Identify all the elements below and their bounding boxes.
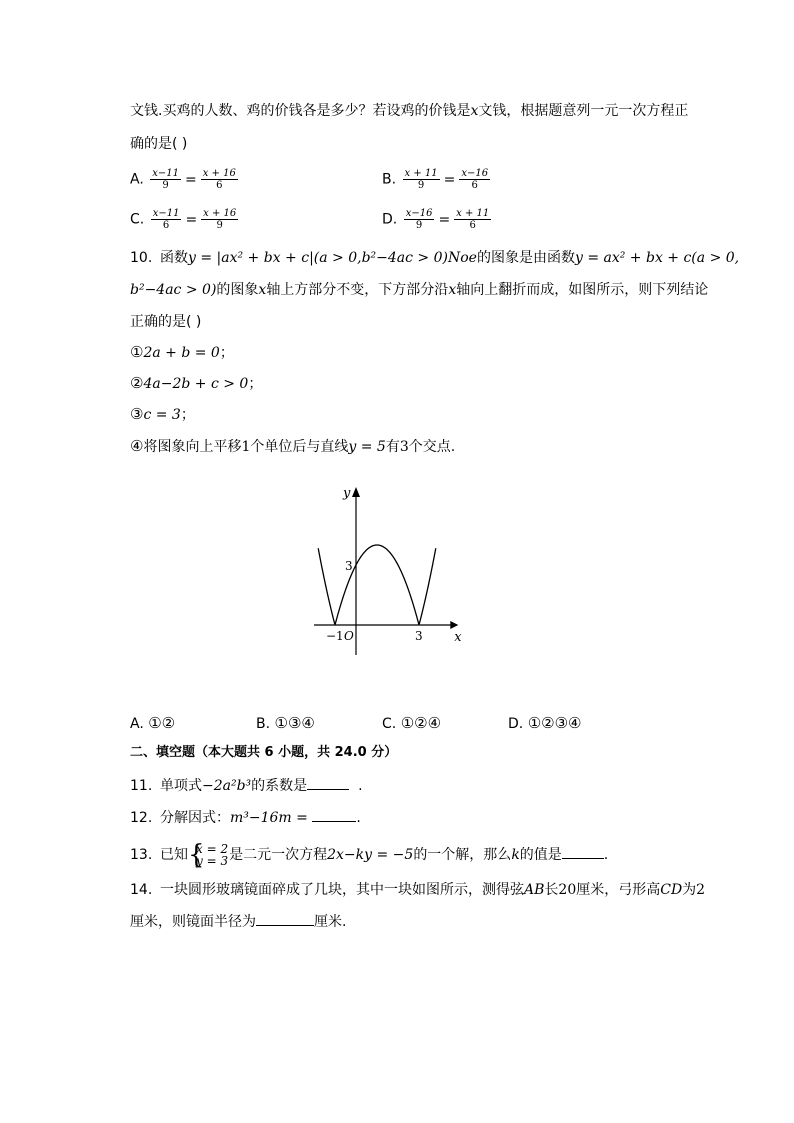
answer-blank[interactable]: [562, 844, 604, 859]
statement-text: 将图象向上平移: [143, 439, 242, 455]
q10-var: x: [258, 282, 267, 298]
q13: [130, 840, 609, 870]
numerator: x−11: [152, 168, 179, 179]
q14-line1: [130, 880, 705, 900]
q14-text: 厘米，弓形高: [576, 882, 661, 898]
question-number: 14.: [130, 882, 153, 898]
option-label: A.: [130, 716, 144, 732]
statement-num: 3: [399, 439, 409, 455]
denominator: 6: [471, 180, 478, 191]
q9-option-c[interactable]: [130, 208, 240, 231]
statement-tail: ；: [180, 407, 195, 423]
x-axis-label: x: [454, 630, 462, 645]
origin-label: O: [344, 629, 354, 643]
q11-text: 单项式: [160, 778, 202, 794]
question-number: 11.: [130, 778, 153, 794]
option-value: ①③④: [274, 714, 315, 732]
y-intercept-label: 3: [345, 559, 353, 573]
q10-statement-2: [130, 373, 262, 394]
brace: {: [188, 840, 205, 870]
q14-text: 为: [682, 882, 697, 898]
q10-option-a[interactable]: [130, 713, 175, 734]
q9-text-b: 文钱，根据题意列一元一次方程正: [478, 103, 689, 119]
q13-text: 的一个解，那么: [413, 847, 512, 863]
q11-end: .: [358, 778, 363, 794]
equals: =: [184, 171, 197, 188]
q10-line2: [130, 280, 708, 300]
option-label: D.: [508, 716, 524, 732]
statement-tail: 个交点.: [408, 439, 456, 455]
q10-option-b[interactable]: [256, 713, 315, 734]
statement-expr: y = 5: [348, 439, 386, 455]
y-axis-arrow: [352, 487, 360, 497]
q10-statement-3: [130, 404, 195, 425]
q10-option-c[interactable]: [382, 713, 441, 734]
q10-text: 的图象: [216, 282, 259, 298]
q9-option-a[interactable]: [130, 168, 240, 191]
q14-var: AB: [524, 882, 545, 898]
q14-line2: [130, 911, 346, 932]
denominator: 9: [415, 220, 423, 231]
equals: =: [438, 211, 451, 228]
q10-text: 轴上方部分不变，下方部分沿: [266, 282, 449, 298]
q10-statement-1: [130, 342, 234, 363]
q10-statement-4: [130, 436, 455, 457]
statement-expr: c = 3: [143, 407, 181, 423]
abs-parabola-curve: [318, 545, 436, 624]
option-label: A.: [130, 171, 144, 188]
q11-expr: −2a²b³: [202, 778, 252, 794]
circled-number: ③: [130, 405, 144, 423]
answer-blank[interactable]: [312, 807, 356, 822]
q14-text: 长: [544, 882, 559, 898]
option-label: C.: [382, 716, 397, 732]
q13-text: 已知: [160, 847, 188, 863]
system-line: x = 2: [196, 842, 229, 856]
statement-expr: 4a−2b + c > 0: [143, 376, 249, 392]
q9-text-a: 文钱.买鸡的人数、鸡的价钱各是多少？若设鸡的价钱是: [130, 103, 471, 119]
fraction: [150, 168, 181, 191]
statement-text: 有: [385, 439, 400, 455]
numerator: x−16: [461, 168, 489, 179]
fraction: [403, 168, 440, 191]
section-heading: 二、填空题（本大题共 6 小题，共 24.0 分）: [130, 745, 398, 760]
q11-text: 的系数是: [251, 778, 308, 794]
q10-expr1: y = |ax² + bx + c|(a > 0,b²−4ac > 0)Noe: [188, 250, 477, 266]
fraction: [201, 168, 238, 191]
q10-option-d[interactable]: [508, 713, 581, 734]
q9-line1: [130, 101, 688, 121]
statement-expr: 2a + b = 0: [143, 345, 220, 361]
fraction: [404, 208, 435, 231]
fraction: [454, 208, 491, 231]
option-label: D.: [382, 211, 398, 228]
q10-line1: [130, 248, 739, 268]
q10-line3: 正确的是( ): [130, 314, 202, 330]
y-axis-label: y: [343, 486, 351, 501]
denominator: 9: [417, 180, 425, 191]
equation-system: [188, 840, 229, 870]
numerator: x−11: [152, 208, 180, 219]
x-axis-arrow: [450, 621, 458, 629]
question-number: 12.: [130, 810, 153, 826]
option-value: ①②: [148, 714, 176, 732]
root-left-label: −1: [326, 629, 344, 643]
q13-text: 是二元一次方程: [229, 847, 328, 863]
denominator: 6: [469, 220, 476, 231]
q9-line2: 确的是( ): [130, 136, 188, 152]
circled-number: ④: [130, 437, 144, 455]
equals: =: [443, 171, 456, 188]
question-number: 13.: [130, 847, 153, 863]
option-value: ①②④: [400, 714, 442, 732]
circled-number: ②: [130, 374, 144, 392]
numerator: x + 16: [202, 168, 236, 179]
denominator: 9: [216, 220, 223, 231]
q10-var: x: [448, 282, 457, 298]
q14-num: 2: [696, 882, 706, 898]
q11: [130, 775, 363, 796]
fraction: [459, 168, 490, 191]
option-label: C.: [130, 211, 145, 228]
option-label: B.: [382, 171, 397, 188]
q12-text: 分解因式：: [160, 810, 230, 826]
statement-tail: ；: [219, 345, 234, 361]
statement-text: 个单位后与直线: [250, 439, 349, 455]
q10-text: 轴向上翻折而成，如图所示，则下列结论: [456, 282, 709, 298]
q10-expr3: b²−4ac > 0): [130, 282, 217, 298]
numerator: x + 16: [203, 208, 237, 219]
q13-end: .: [603, 847, 609, 863]
answer-blank[interactable]: [307, 775, 349, 790]
option-value: ①②③④: [527, 714, 582, 732]
question-number: 10.: [130, 250, 153, 266]
circled-number: ①: [130, 343, 144, 361]
q12-end: .: [356, 810, 361, 826]
numerator: x + 11: [456, 208, 490, 219]
q14-text: 厘米.: [314, 914, 347, 930]
q13-text: 的值是: [519, 847, 562, 863]
denominator: 6: [162, 220, 170, 231]
statement-num: 1: [241, 439, 251, 455]
q12-expr: m³−16m =: [230, 810, 308, 826]
parabola-graph: [282, 455, 522, 680]
q10-text: 的图象是由函数: [476, 250, 575, 266]
q14-var: CD: [660, 882, 683, 898]
equals: =: [185, 211, 198, 228]
denominator: 9: [162, 180, 169, 191]
q10-text: 函数: [160, 250, 188, 266]
q13-var: k: [511, 847, 520, 863]
statement-tail: ；: [248, 376, 263, 392]
denominator: 6: [216, 180, 223, 191]
numerator: x−16: [405, 208, 433, 219]
fraction: [151, 208, 182, 231]
q9-option-b[interactable]: [382, 168, 492, 191]
fraction: [201, 208, 238, 231]
q9-option-d[interactable]: [382, 208, 493, 231]
q14-num: 20: [558, 882, 577, 898]
q14-text: 一块圆形玻璃镜面碎成了几块，其中一块如图所示，测得弦: [160, 882, 524, 898]
root-right-label: 3: [415, 629, 423, 643]
q13-expr: 2x−ky = −5: [327, 847, 414, 863]
q14-text: 厘米，则镜面半径为: [130, 914, 256, 930]
answer-blank[interactable]: [256, 911, 314, 926]
system-line: y = 3: [196, 854, 229, 868]
numerator: x + 11: [404, 168, 438, 179]
q12: [130, 807, 361, 828]
q9-var-x: x: [470, 103, 479, 119]
option-label: B.: [256, 716, 271, 732]
q10-expr2: y = ax² + bx + c(a > 0,: [574, 250, 740, 266]
